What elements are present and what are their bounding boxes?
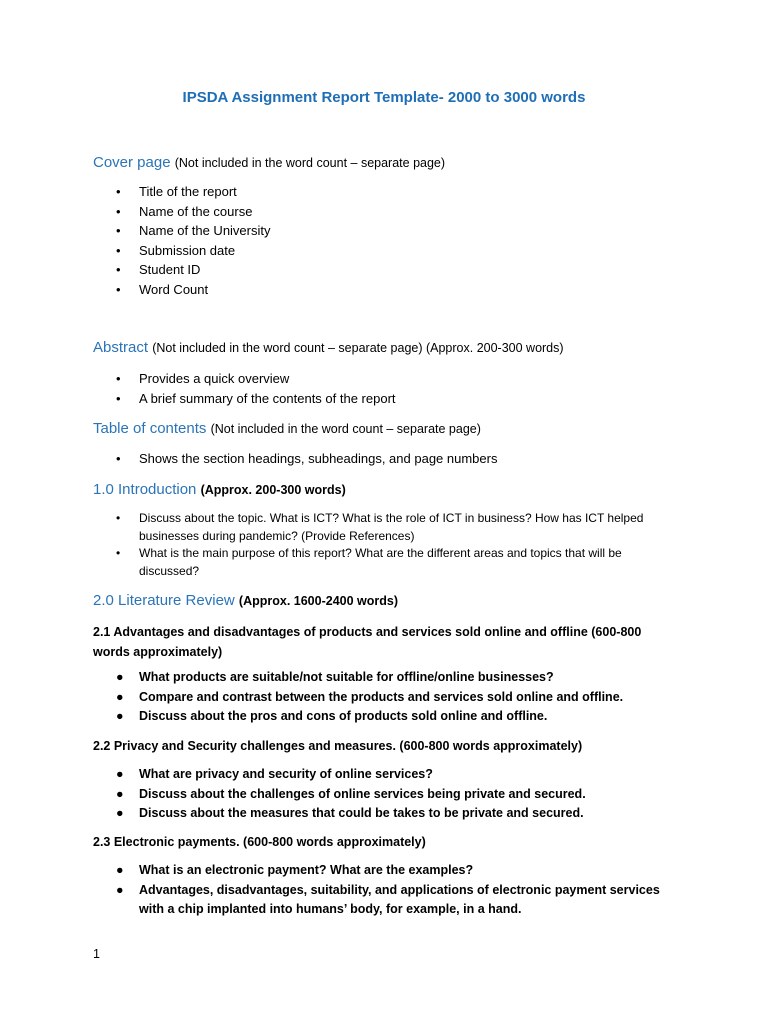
bullet-icon: ● xyxy=(116,882,124,897)
bullet-icon: ● xyxy=(116,767,124,781)
section-2-2-list xyxy=(93,765,693,824)
bullet-icon: • xyxy=(116,511,121,525)
list-item: • Discuss about the topic. What is ICT? What is the role of ICT in business? How has ICT helped businesses during pandemic? (Provide References) xyxy=(116,511,644,543)
list-item: • Provides a quick overview xyxy=(93,369,653,389)
document-title: IPSDA Assignment Report Template- 2000 to 3000 words xyxy=(182,89,586,106)
bullet-icon: ● xyxy=(116,863,124,877)
page-number: 1 xyxy=(93,947,100,961)
toc-note: (Not included in the word count – separate page) xyxy=(210,422,481,436)
bullet-icon: • xyxy=(116,223,121,238)
list-item: • Name of the course xyxy=(93,202,653,222)
abstract-note: (Not included in the word count – separate page) (Approx. 200-300 words) xyxy=(152,341,564,355)
list-item: • Name of the University xyxy=(93,221,653,241)
section-2-3-title: 2.3 Electronic payments. (600-800 words approximately) xyxy=(93,835,426,849)
list-item: ● What are privacy and security of online services? xyxy=(93,765,693,785)
cover-page-heading xyxy=(93,153,445,173)
introduction-heading-text: 1.0 Introduction xyxy=(93,481,197,498)
toc-heading xyxy=(93,419,481,439)
list-item: • Student ID xyxy=(93,260,653,280)
list-item: ● What products are suitable/not suitable for offline/online businesses? xyxy=(93,668,693,688)
introduction-note: (Approx. 200-300 words) xyxy=(200,483,346,497)
bullet-icon: • xyxy=(116,203,121,219)
section-2-1-list xyxy=(93,668,693,727)
list-item: ● Discuss about the challenges of online services being private and secured. xyxy=(93,785,693,805)
bullet-icon: • xyxy=(116,451,121,466)
bullet-icon: • xyxy=(116,546,121,560)
bullet-icon: ● xyxy=(116,689,124,704)
list-item: ● Advantages, disadvantages, suitability, and applications of electronic payment services with a chip implanted into humans’ body, for example, in a hand. xyxy=(116,882,660,916)
cover-page-note: (Not included in the word count – separate page) xyxy=(174,156,446,170)
literature-review-note: (Approx. 1600-2400 words) xyxy=(238,594,399,608)
list-item: • What is the main purpose of this report? What are the different areas and topics that will be discussed? xyxy=(116,546,622,578)
literature-review-heading xyxy=(93,591,398,611)
list-item: ● What is an electronic payment? What are the examples? xyxy=(93,861,683,881)
abstract-heading-text: Abstract xyxy=(93,339,149,356)
bullet-icon: • xyxy=(116,281,121,297)
section-2-2-title: 2.2 Privacy and Security challenges and measures. (600-800 words approximately) xyxy=(93,739,583,753)
list-item: • A brief summary of the contents of the report xyxy=(93,389,653,409)
introduction-heading xyxy=(93,480,346,500)
toc-heading-text: Table of contents xyxy=(93,420,207,437)
bullet-icon: ● xyxy=(116,786,124,801)
list-item: ● Compare and contrast between the products and services sold online and offline. xyxy=(93,688,693,708)
abstract-heading xyxy=(93,338,564,358)
list-item: • Title of the report xyxy=(93,182,653,202)
list-item: • Word Count xyxy=(93,280,653,300)
section-2-3-list xyxy=(93,861,683,920)
list-item: ● Discuss about the measures that could be takes to be private and secured. xyxy=(93,804,693,824)
bullet-icon: • xyxy=(116,390,121,406)
bullet-icon: • xyxy=(116,371,121,386)
introduction-list xyxy=(93,510,683,580)
list-item: • Shows the section headings, subheadings, and page numbers xyxy=(93,449,653,469)
cover-page-heading-text: Cover page xyxy=(93,154,171,171)
list-item: • Submission date xyxy=(93,241,653,261)
bullet-icon: ● xyxy=(116,709,124,723)
section-2-1-title: 2.1 Advantages and disadvantages of products and services sold online and offline (600-800 words approximately) xyxy=(93,625,642,659)
bullet-icon: • xyxy=(116,184,121,199)
bullet-icon: ● xyxy=(116,670,124,684)
list-item: ● Discuss about the pros and cons of products sold online and offline. xyxy=(93,707,693,727)
bullet-icon: • xyxy=(116,242,121,258)
toc-list xyxy=(93,449,653,469)
literature-review-heading-text: 2.0 Literature Review xyxy=(93,592,235,609)
abstract-list xyxy=(93,369,653,408)
bullet-icon: • xyxy=(116,262,121,277)
cover-page-list xyxy=(93,182,653,299)
bullet-icon: ● xyxy=(116,806,124,820)
